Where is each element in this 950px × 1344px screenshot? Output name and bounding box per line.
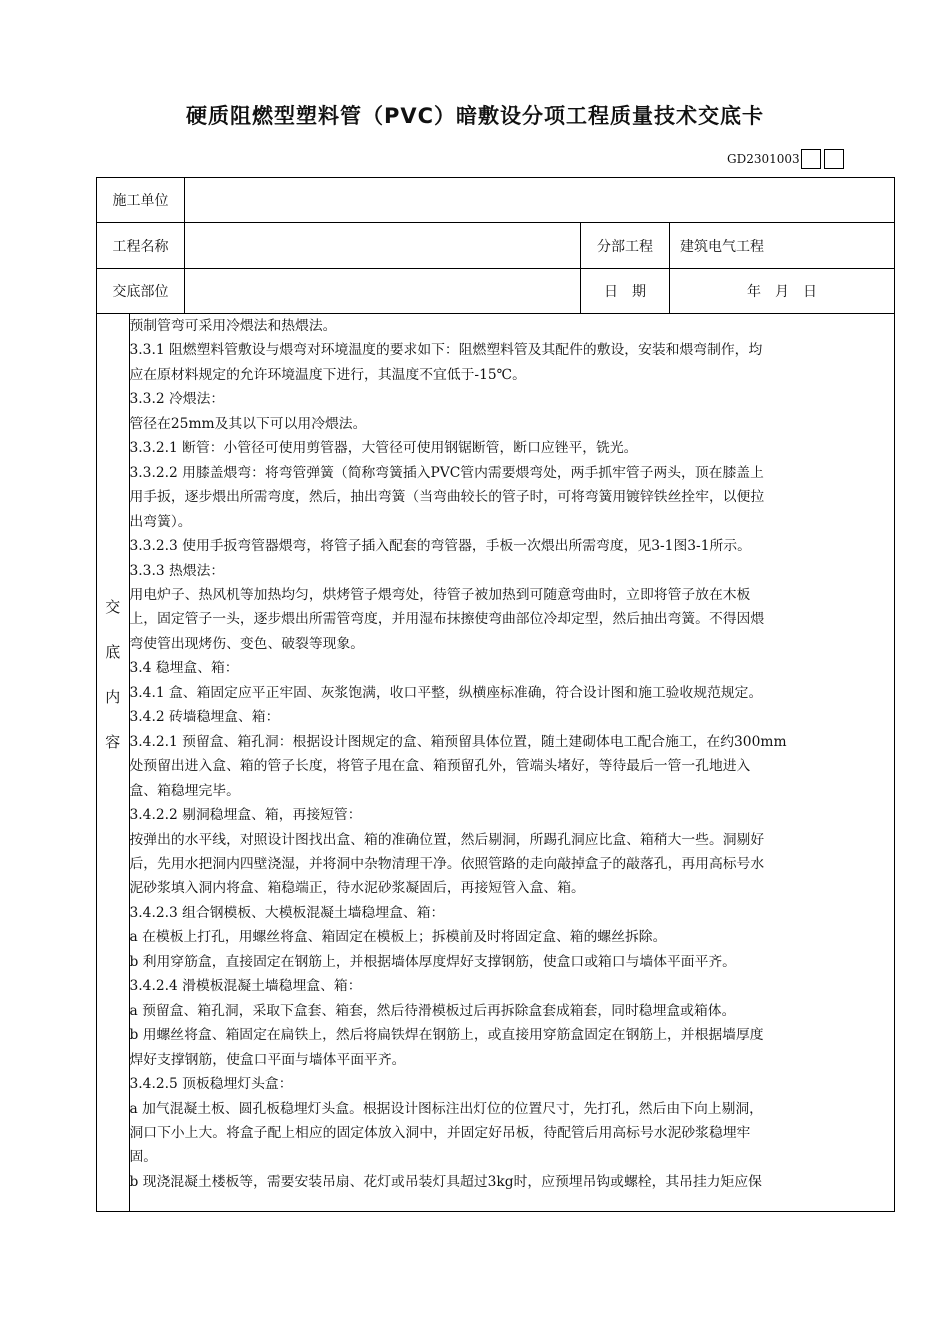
content-line: 3.4.1 盒、箱固定应平正牢固、灰浆饱满，收口平整，纵横座标准确，符合设计图和施工验收规范规定。: [129, 684, 763, 701]
content-line: 3.3.2.2 用膝盖煨弯：将弯管弹簧（简称弯簧插入PVC管内需要煨弯处，两手抓牢管子两头，顶在膝盖上: [129, 464, 764, 481]
code-box-1[interactable]: [801, 149, 821, 169]
content-wrapper: [97, 314, 895, 1212]
construction-unit-label: 施工单位: [97, 178, 185, 223]
location-value[interactable]: [185, 269, 581, 314]
document-code: GD2301003: [727, 152, 800, 166]
row-project-name: [97, 223, 895, 269]
content-line: a 在模板上打孔，用螺丝将盒、箱固定在模板上；拆模前及时将固定盒、箱的螺丝拆除。: [129, 929, 667, 946]
side-char: 交: [105, 598, 121, 616]
content-line: 3.4.2.5 顶板稳埋灯头盒：: [129, 1076, 293, 1093]
content-line: 出弯簧）。: [129, 513, 192, 530]
sub-project-label: 分部工程: [581, 223, 670, 269]
row-construction-unit: [97, 178, 895, 223]
date-value[interactable]: 年 月 日: [670, 269, 895, 314]
project-name-label: 工程名称: [97, 223, 185, 269]
content-line: 处预留出进入盒、箱的管子长度，将管子甩在盒、箱预留孔外，管端头堵好，等待最后一管一孔地进入: [129, 758, 751, 775]
content-line: b 利用穿筋盒，直接固定在钢筋上，并根据墙体厚度焊好支撑钢筋，使盒口或箱口与墙体平面平齐。: [129, 953, 736, 970]
disclosure-content: [129, 314, 894, 1211]
content-line: 后，先用水把洞内四壁浇湿，并将洞中杂物清理干净。依照管路的走向敲掉盒子的敲落孔，再用高标号水: [129, 855, 765, 872]
content-line: a 加气混凝土板、圆孔板稳埋灯头盒。根据设计图标注出灯位的位置尺寸，先打孔，然后由下向上剔洞，: [129, 1100, 763, 1117]
side-char: 底: [105, 643, 121, 661]
content-line: 3.4.2.1 预留盒、箱孔洞：根据设计图规定的盒、箱预留具体位置，随土建砌体电工配合施工，在约300mm: [129, 733, 787, 750]
content-line: 应在原材料规定的允许环境温度下进行，其温度不宜低于-15℃。: [129, 366, 526, 383]
content-line: 3.4.2.2 剔洞稳埋盒、箱，再接短管：: [129, 807, 362, 824]
content-line: 3.3.2 冷煨法：: [129, 391, 225, 408]
document-code-row: [727, 147, 844, 171]
content-line: 盒、箱稳埋完毕。: [129, 782, 240, 799]
content-line: 固。: [129, 1149, 158, 1166]
content-line: 3.3.2.1 断管：小管径可使用剪管器，大管径可使用钢锯断管，断口应锉平，铣光。: [129, 440, 638, 457]
content-line: b 用螺丝将盒、箱固定在扁铁上，然后将扁铁焊在钢筋上，或直接用穿筋盒固定在钢筋上，并根据墙厚度: [129, 1027, 764, 1044]
content-line: 3.3.1 阻燃塑料管敷设与煨弯对环境温度的要求如下：阻燃塑料管及其配件的敷设，安装和煨弯制作，均: [129, 342, 763, 359]
content-line: 按弹出的水平线，对照设计图找出盒、箱的准确位置，然后剔洞，所踢孔洞应比盒、箱稍大一些。洞剔好: [129, 831, 765, 848]
content-line: 3.4 稳埋盒、箱：: [129, 660, 239, 677]
project-name-value[interactable]: [185, 223, 581, 269]
content-line: a 预留盒、箱孔洞，采取下盒套、箱套，然后待滑模板过后再拆除盒套成箱套，同时稳埋盒或箱体。: [129, 1002, 736, 1019]
content-line: 预制管弯可采用冷煨法和热煨法。: [129, 318, 337, 334]
construction-unit-value[interactable]: [185, 178, 895, 223]
disclosure-table: [96, 177, 895, 1212]
side-label: [97, 314, 129, 1211]
content-line: 3.4.2.4 滑模板混凝土墙稳埋盒、箱：: [129, 978, 362, 995]
page-title: 硬质阻燃型塑料管（PVC）暗敷设分项工程质量技术交底卡: [185, 104, 765, 128]
side-char: 容: [105, 733, 121, 751]
side-char: 内: [105, 688, 121, 706]
code-box-2[interactable]: [824, 149, 844, 169]
content-line: 管径在25mm及其以下可以用冷煨法。: [129, 415, 367, 432]
content-line: 用电炉子、热风机等加热均匀，烘烤管子煨弯处，待管子被加热到可随意弯曲时，立即将管子放在木板: [129, 586, 751, 603]
content-line: 3.3.3 热煨法：: [129, 562, 225, 579]
date-label: 日 期: [581, 269, 670, 314]
content-line: 用手扳，逐步煨出所需弯度，然后，抽出弯簧（当弯曲较长的管子时，可将弯簧用镀锌铁丝拴牢，以便拉: [129, 489, 765, 506]
content-line: 弯使管出现烤伤、变色、破裂等现象。: [129, 635, 365, 652]
sub-project-value[interactable]: 建筑电气工程: [670, 223, 895, 269]
content-line: 洞口下小上大。将盒子配上相应的固定体放入洞中，并固定好吊板，待配管后用高标号水泥砂浆稳埋牢: [129, 1124, 751, 1141]
content-line: 泥砂浆填入洞内将盒、箱稳端正，待水泥砂浆凝固后，再接短管入盒、箱。: [129, 880, 585, 897]
row-content: [97, 314, 895, 1212]
location-label: 交底部位: [97, 269, 185, 314]
content-line: 上，固定管子一头，逐步煨出所需管弯度，并用湿布抹擦使弯曲部位冷却定型，然后抽出弯簧。不得因煨: [129, 611, 765, 628]
content-line: 3.3.2.3 使用手扳弯管器煨弯，将管子插入配套的弯管器，手板一次煨出所需弯度，见3-1图3-1所示。: [129, 538, 751, 555]
content-line: b 现浇混凝土楼板等，需要安装吊扇、花灯或吊装灯具超过3kg时，应预埋吊钩或螺栓，其吊挂力矩应保: [129, 1173, 762, 1190]
content-line: 3.4.2.3 组合钢模板、大模板混凝土墙稳埋盒、箱：: [129, 904, 445, 921]
row-location: [97, 269, 895, 314]
content-line: 焊好支撑钢筋，使盒口平面与墙体平面平齐。: [129, 1051, 406, 1068]
content-line: 3.4.2 砖墙稳埋盒、箱：: [129, 709, 280, 726]
